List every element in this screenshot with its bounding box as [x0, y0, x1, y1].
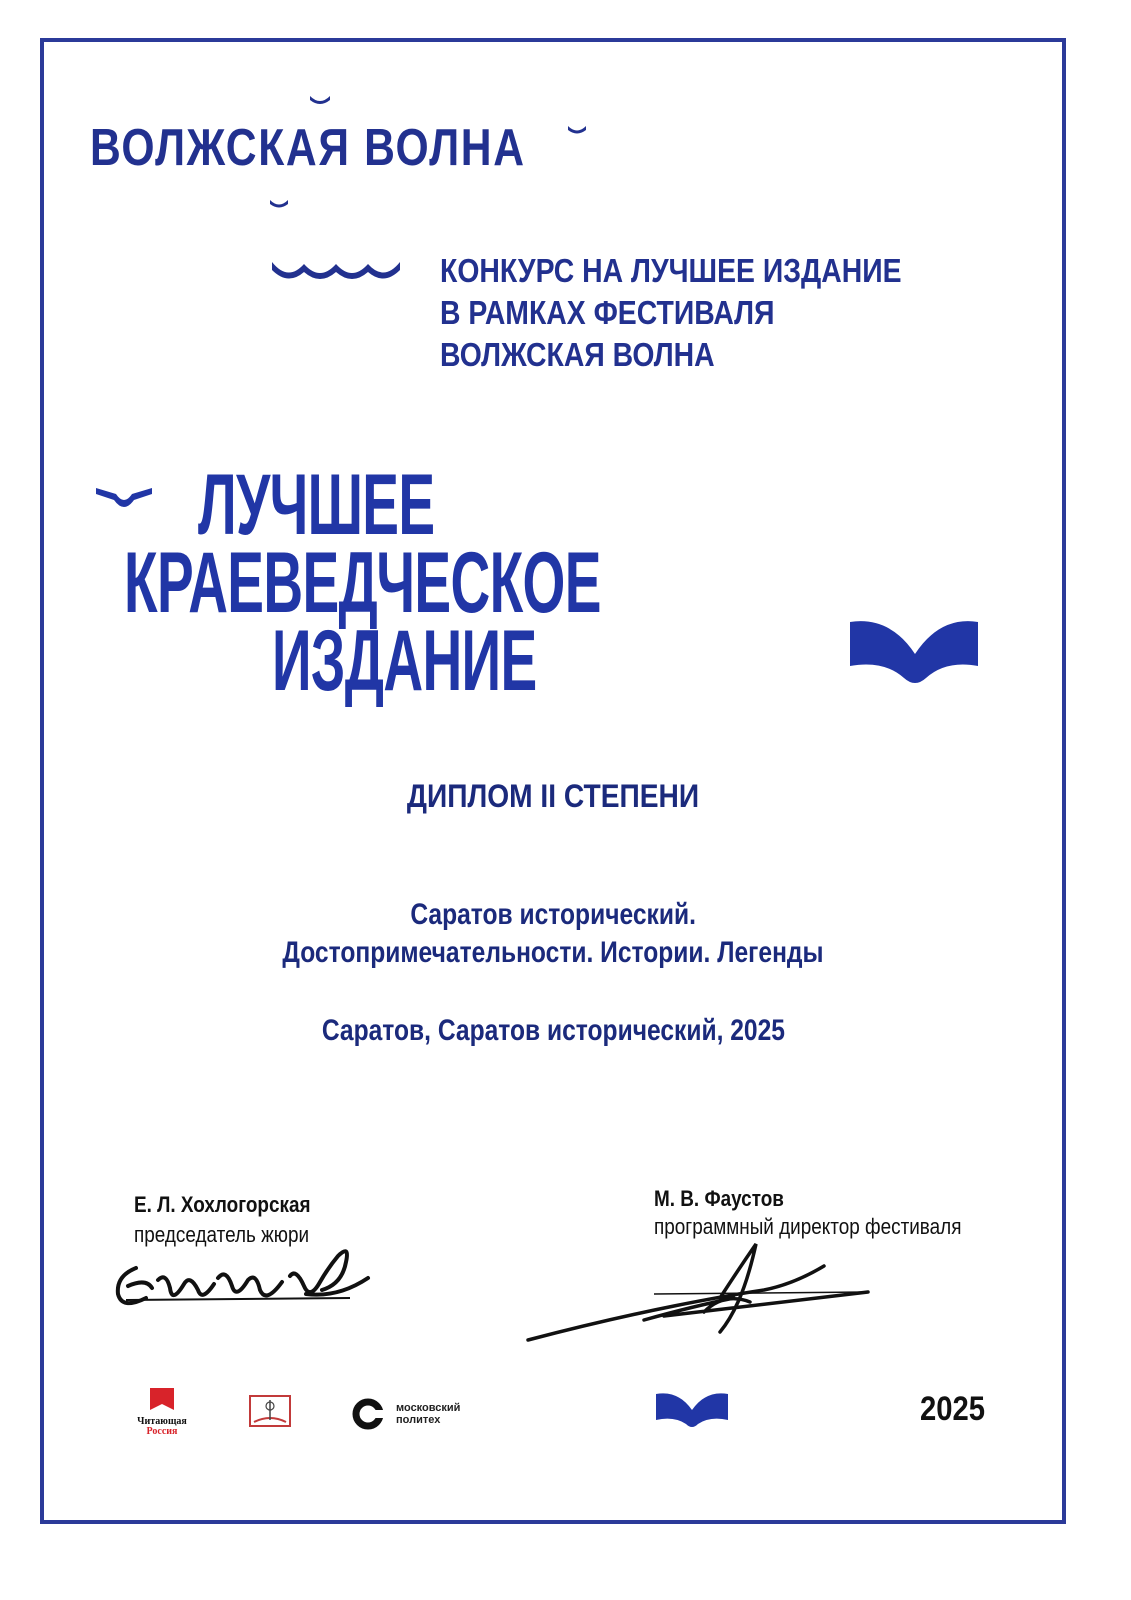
polytech-line-2: политех	[396, 1414, 441, 1426]
work-title-line-1-text: Саратов исторический.	[410, 898, 696, 931]
small-open-book-icon	[656, 1390, 728, 1430]
polytech-ring-icon	[350, 1396, 386, 1432]
reading-russia-logo	[130, 1386, 194, 1437]
jury-chair-name: Е. Л. Хохлогорская	[134, 1192, 311, 1217]
program-director-name: М. В. Фаустов	[654, 1186, 784, 1211]
contest-line: ВОЛЖСКАЯ ВОЛНА	[440, 336, 715, 373]
diploma-title-text: ДИПЛОМ II СТЕПЕНИ	[406, 778, 700, 814]
contest-line: КОНКУРС НА ЛУЧШЕЕ ИЗДАНИЕ	[440, 252, 902, 289]
wave-accent-top-icon	[308, 92, 332, 106]
wave-accent-right-icon	[566, 122, 588, 136]
nomination-line-3: ИЗДАНИЕ	[272, 613, 537, 709]
festival-logo-title: ВОЛЖСКАЯ ВОЛНА	[90, 119, 526, 177]
russian-book-union-logo	[240, 1392, 320, 1437]
reading-russia-line-2: Россия	[146, 1426, 178, 1437]
work-title-line-2	[0, 936, 1106, 970]
jury-chair-signature	[106, 1228, 378, 1318]
bird-wave-icon	[96, 484, 152, 510]
open-book-icon	[850, 616, 980, 688]
work-publisher	[0, 1014, 1106, 1048]
contest-line: В РАМКАХ ФЕСТИВАЛЯ	[440, 294, 775, 331]
program-director-role: программный директор фестиваля	[654, 1214, 962, 1239]
contest-heading	[440, 250, 902, 376]
diploma-title	[0, 778, 1106, 815]
reading-russia-line-1: Читающая	[137, 1416, 187, 1427]
footer-year: 2025	[920, 1390, 986, 1428]
nomination-line-1: ЛУЧШЕЕ	[198, 457, 435, 553]
jury-chair-role: председатель жюри	[134, 1222, 310, 1247]
work-title-line-1	[0, 898, 1106, 932]
work-title-line-2-text: Достопримечательности. Истории. Легенды	[282, 936, 824, 969]
program-director-signature	[524, 1236, 884, 1346]
red-book-icon	[130, 1386, 194, 1412]
nomination-line-2: КРАЕВЕДЧЕСКОЕ	[124, 535, 601, 631]
work-publisher-text: Саратов, Саратов исторический, 2025	[321, 1014, 785, 1047]
wave-icon	[272, 256, 402, 282]
wave-accent-bottom-icon	[268, 196, 290, 210]
book-emblem-icon	[240, 1392, 320, 1432]
polytech-line-1: московский	[396, 1402, 461, 1414]
